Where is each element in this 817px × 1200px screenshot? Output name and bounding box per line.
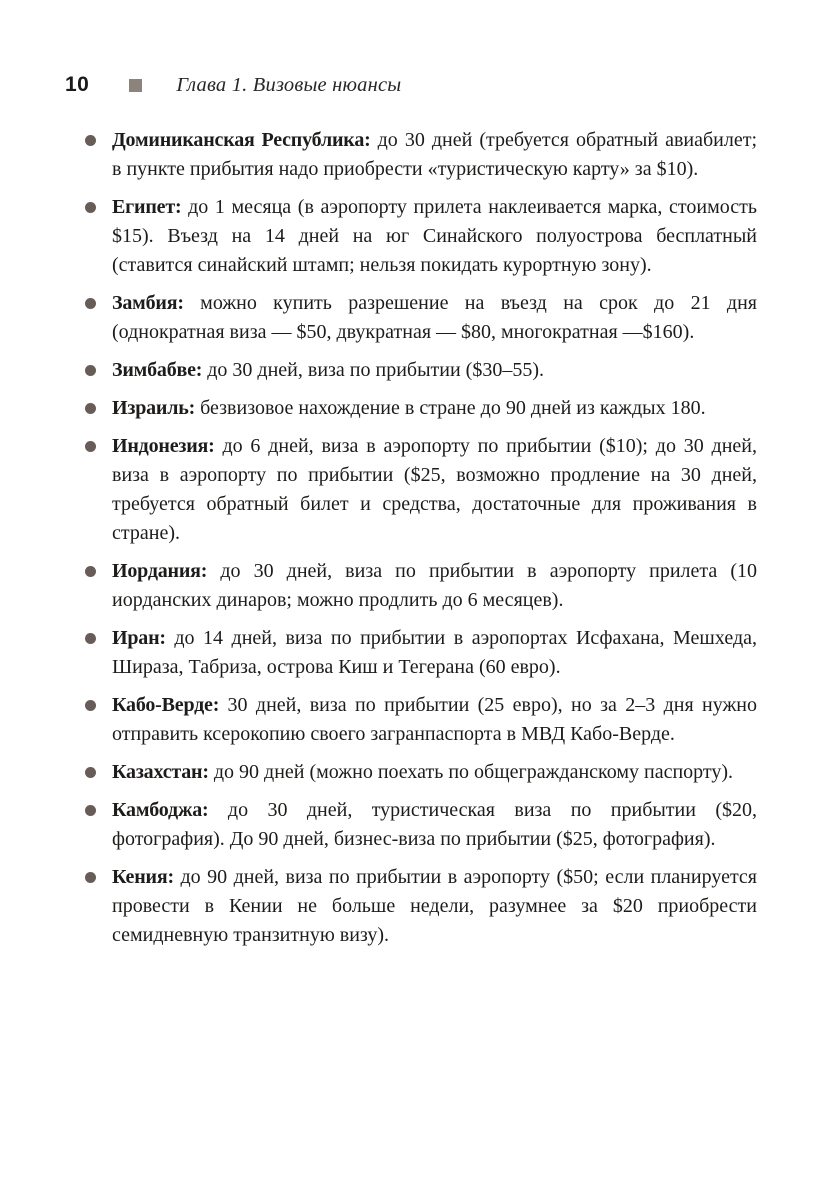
bullet-icon [85, 403, 96, 414]
visa-entry-text [112, 356, 757, 385]
visa-list-item [85, 624, 757, 682]
square-marker-icon [129, 79, 142, 92]
country-name: Египет: [112, 196, 182, 218]
visa-entry-text [112, 691, 757, 749]
bullet-icon [85, 633, 96, 644]
chapter-title: Глава 1. Визовые нюансы [176, 73, 402, 96]
country-name: Замбия: [112, 292, 184, 314]
visa-rules-description: до 30 дней, виза по прибытии ($30–55). [207, 359, 544, 381]
country-name: Кабо-Верде: [112, 694, 220, 716]
country-name: Зимбабве: [112, 359, 203, 381]
bullet-icon [85, 872, 96, 883]
bullet-icon [85, 441, 96, 452]
visa-list-item [85, 691, 757, 749]
visa-list-item [85, 289, 757, 347]
country-name: Камбоджа: [112, 799, 209, 821]
bullet-icon [85, 135, 96, 146]
visa-rules-description: до 6 дней, виза в аэропорту по прибытии ($10); до 30 дней, виза в аэропорту по прибытии ($25, возможно продление на 30 дней, требуется обратный билет и средства, достаточные для проживания в стране). [112, 435, 758, 544]
visa-entry-text [112, 126, 757, 184]
visa-list [65, 126, 757, 950]
visa-entry-text [112, 193, 757, 280]
visa-list-item [85, 557, 757, 615]
visa-list-item [85, 432, 757, 548]
visa-list-item [85, 126, 757, 184]
bullet-icon [85, 805, 96, 816]
visa-rules-description: безвизовое нахождение в стране до 90 дней из каждых 180. [200, 397, 706, 419]
bullet-icon [85, 767, 96, 778]
country-name: Иордания: [112, 560, 208, 582]
bullet-icon [85, 700, 96, 711]
visa-list-item [85, 758, 757, 787]
page-header [65, 72, 757, 98]
country-name: Индонезия: [112, 435, 215, 457]
visa-entry-text [112, 557, 757, 615]
bullet-icon [85, 365, 96, 376]
visa-rules-description: до 90 дней (можно поехать по общегражданскому паспорту). [213, 761, 734, 783]
visa-rules-description: до 1 месяца (в аэропорту прилета наклеивается марка, стоимость $15). Въезд на 14 дней на юг Синайского полуострова бесплатный (ставится синайский штамп; нельзя покидать курортную зону). [112, 196, 757, 276]
visa-rules-description: до 30 дней (требуется обратный авиабилет; в пункте прибытия надо приобрести «туристическую карту» за $10). [112, 129, 758, 180]
visa-entry-text [112, 796, 757, 854]
visa-entry-text [112, 289, 757, 347]
visa-list-item [85, 356, 757, 385]
visa-rules-description: до 14 дней, виза по прибытии в аэропортах Исфахана, Мешхеда, Шираза, Табриза, острова Киш и Тегерана (60 евро). [112, 627, 757, 678]
country-name: Израиль: [112, 397, 196, 419]
visa-rules-description: 30 дней, виза по прибытии (25 евро), но за 2–3 дня нужно отправить ксерокопию своего загранпаспорта в МВД Кабо-Верде. [112, 694, 757, 745]
visa-list-item [85, 394, 757, 423]
page-number: 10 [65, 73, 90, 96]
bullet-icon [85, 202, 96, 213]
visa-rules-description: до 30 дней, туристическая виза по прибытии ($20, фотография). До 90 дней, бизнес-виза по прибытии ($25, фотография). [112, 799, 758, 850]
visa-rules-description: до 30 дней, виза по прибытии в аэропорту прилета (10 иорданских динаров; можно продлить до 6 месяцев). [112, 560, 757, 611]
bullet-icon [85, 298, 96, 309]
country-name: Кения: [112, 866, 174, 888]
country-name: Иран: [112, 627, 166, 649]
bullet-icon [85, 566, 96, 577]
visa-list-item [85, 796, 757, 854]
visa-entry-text [112, 394, 757, 423]
visa-entry-text [112, 624, 757, 682]
visa-list-item [85, 193, 757, 280]
visa-entry-text [112, 432, 757, 548]
country-name: Доминиканская Республика: [112, 129, 371, 151]
country-name: Казахстан: [112, 761, 209, 783]
visa-list-item [85, 863, 757, 950]
visa-rules-description: до 90 дней, виза по прибытии в аэропорту ($50; если планируется провести в Кении не больше недели, разумнее за $20 приобрести семидневную транзитную визу). [112, 866, 758, 946]
visa-entry-text [112, 863, 757, 950]
visa-entry-text [112, 758, 757, 787]
visa-rules-description: можно купить разрешение на въезд на срок до 21 дня (однократная виза — $50, двукратная — $80, многократная —$160). [112, 292, 758, 343]
